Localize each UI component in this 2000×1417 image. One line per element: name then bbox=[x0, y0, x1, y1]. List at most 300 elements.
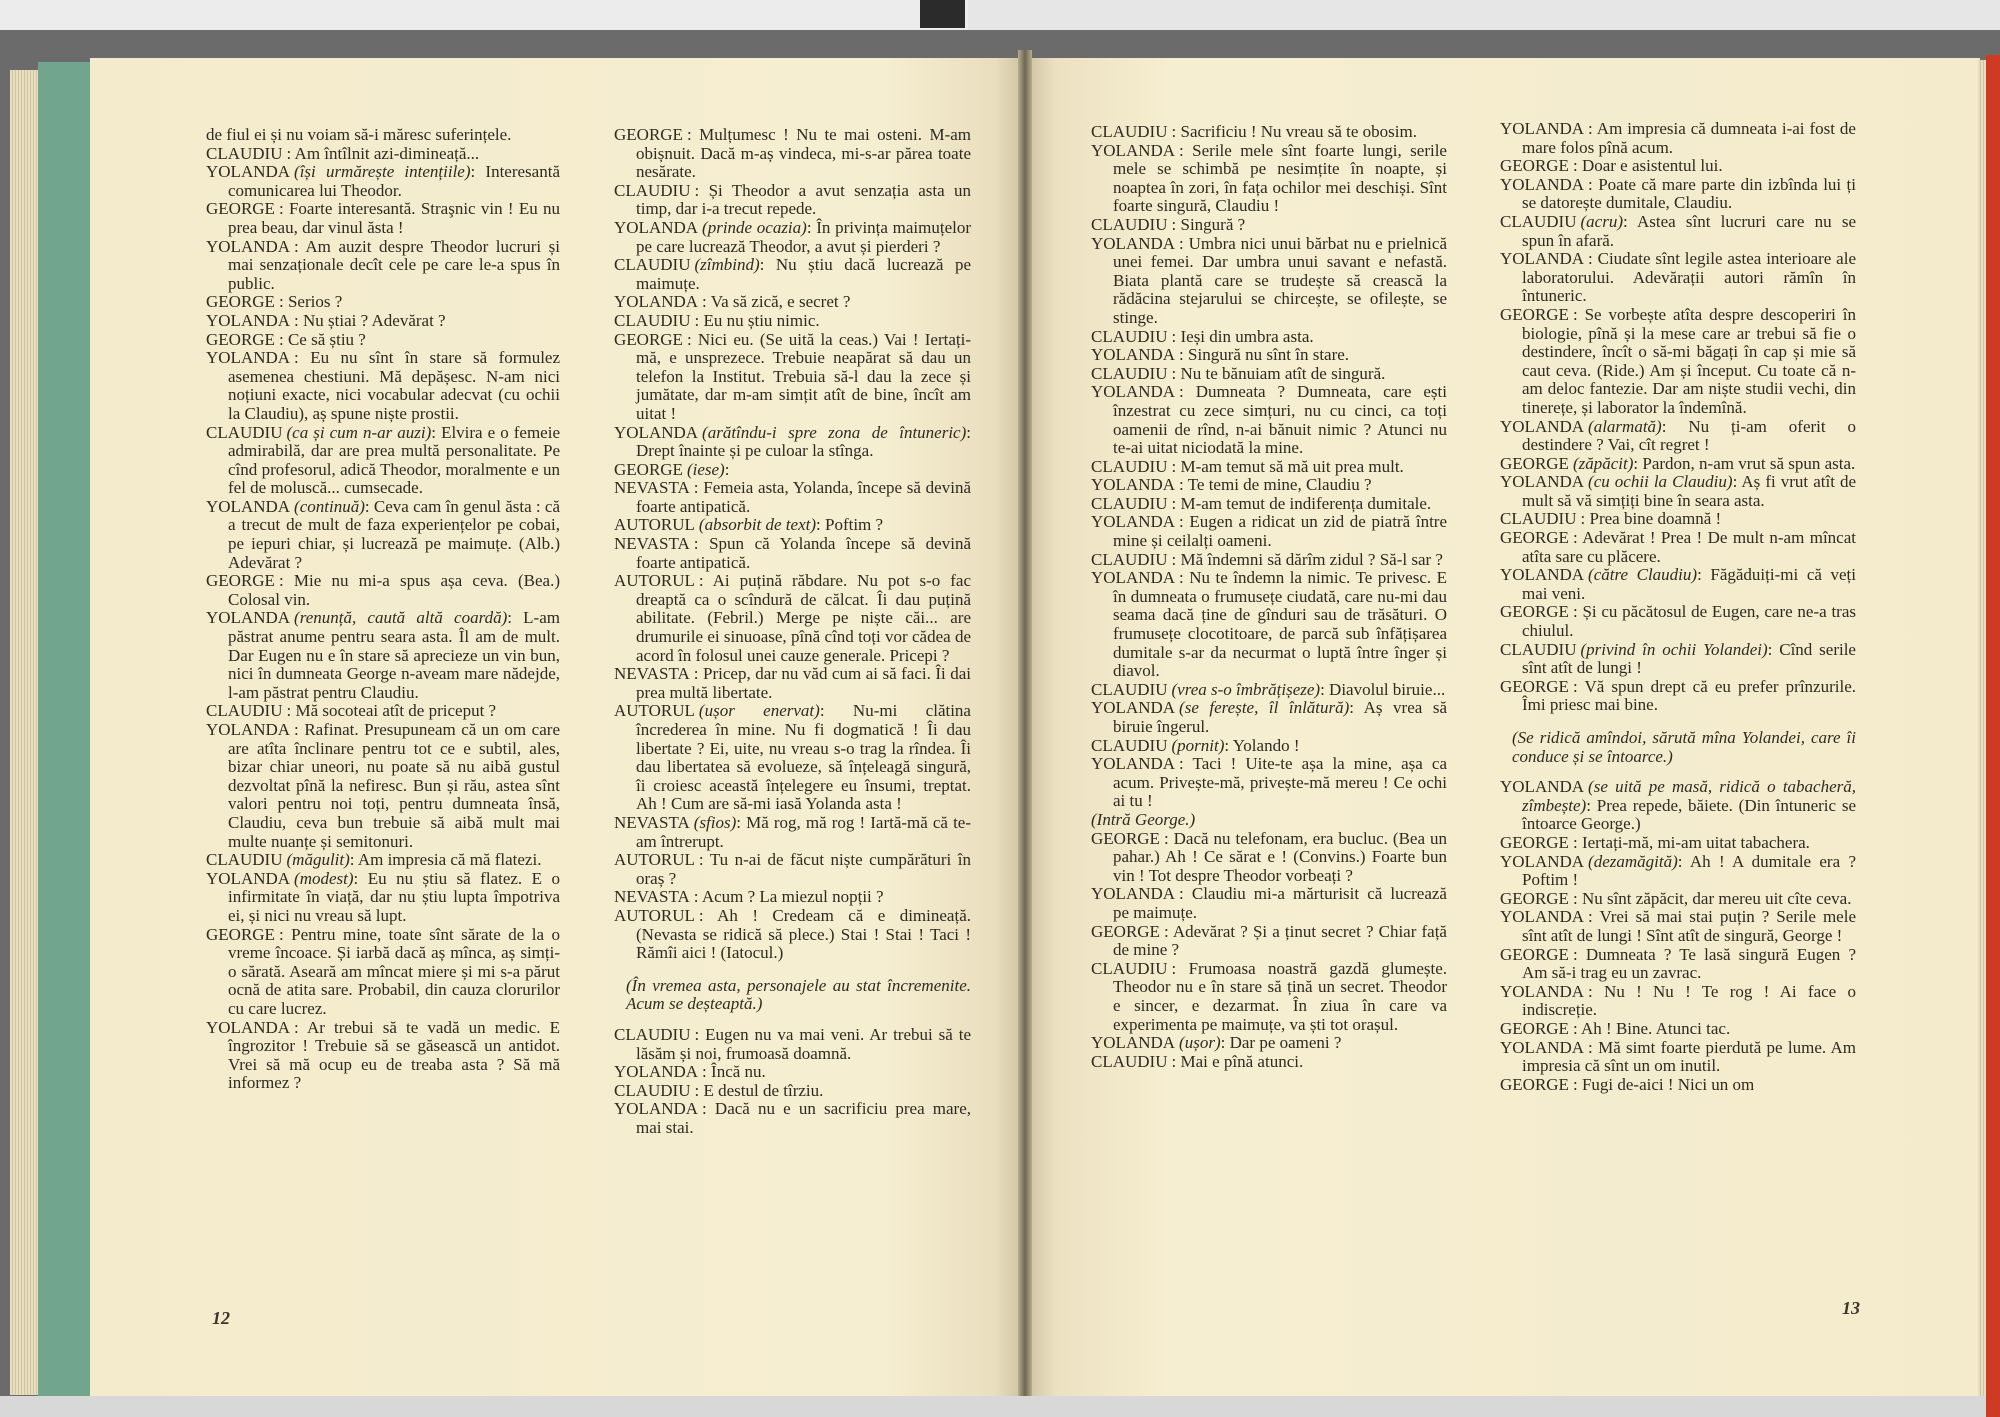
speaker-name: YOLANDA bbox=[1091, 140, 1176, 160]
dialogue-line: YOLANDA : Poate că mare parte din izbînda lui ți se datorește dumitale, Claudiu. bbox=[1500, 174, 1856, 213]
line-text: Poate că mare parte din izbînda lui ți se datorește dumitale, Claudiu. bbox=[1522, 174, 1856, 213]
line-text: Nu știai ? Adevărat ? bbox=[303, 310, 446, 330]
line-text: Eugen nu va mai veni. Ar trebui să te lăsăm și noi, frumoasă doamnă. bbox=[636, 1024, 971, 1063]
stage-direction: (În vremea asta, personajele au stat încremenite. Acum se deșteaptă.) bbox=[626, 975, 971, 1014]
line-text: Aș fi vrut atît de mult să vă simțiți bine în seara asta. bbox=[1522, 472, 1857, 510]
speaker-name: CLAUDIU bbox=[614, 255, 691, 275]
line-text: Eu nu știu să flatez. E o infirmitate în viață, dar nu știu lupta împotriva ei, și nici nu vreau să lupt. bbox=[228, 868, 560, 925]
line-text: Iertați-mă, mi-am uitat tabachera. bbox=[1581, 832, 1810, 852]
dialogue-line: CLAUDIU : Eugen nu va mai veni. Ar trebui să te lăsăm și noi, frumoasă doamnă. bbox=[614, 1024, 971, 1063]
speaker-name: YOLANDA bbox=[206, 162, 291, 182]
line-text: Nu ți-am oferit o destindere ? Vai, cît regret ! bbox=[1522, 416, 1856, 455]
line-text: L-am păstrat anume pentru seara asta. Îl am de mult. Dar Eugen nu e în stare să aprecieze un vin bun, nici în dumneata George n-aveam mare nădejde, l-am păstrat pentru Claudiu. bbox=[228, 608, 560, 702]
speaker-name: GEORGE bbox=[1091, 828, 1160, 848]
text-column-3 bbox=[1091, 123, 1447, 1071]
line-text: Ah ! Bine. Atunci tac. bbox=[1581, 1018, 1731, 1038]
speaker-name: YOLANDA bbox=[1091, 345, 1176, 365]
stage-direction-inline: (pornit) bbox=[1171, 735, 1225, 755]
dialogue-line: NEVASTA (sfios): Mă rog, mă rog ! Iartă-mă că te-am întrerupt. bbox=[614, 812, 972, 851]
speaker-name: CLAUDIU bbox=[1091, 456, 1168, 476]
dialogue-line: CLAUDIU : Sacrificiu ! Nu vreau să te obosim. bbox=[1091, 122, 1417, 141]
dialogue-line: CLAUDIU (ca și cum n-ar auzi): Elvira e o femeie admirabilă, dar are prea multă personalitate. Pe cînd profesorul, adică Theodor, moralmente e un fel de moluscă... cumsecade. bbox=[206, 422, 560, 498]
line-text: Serios ? bbox=[287, 292, 343, 312]
page-edges-left bbox=[10, 70, 40, 1395]
speaker-name: YOLANDA bbox=[206, 868, 291, 888]
line-text: Singură nu sînt în stare. bbox=[1188, 345, 1350, 365]
line-text: Dumneata ? Dumneata, care ești înzestrat cu zece simțuri, nu cu cinci, ca toți oamenii de rînd, n-ai bănuit nimic ? Atunci nu te-ai uitat niciodată la mine. bbox=[1113, 382, 1447, 458]
line-text: Și Theodor a avut senzația asta un timp, dar i-a trecut repede. bbox=[636, 180, 971, 219]
speaker-name: YOLANDA bbox=[1500, 1037, 1585, 1057]
speaker-name: GEORGE bbox=[614, 329, 683, 349]
dialogue-line: YOLANDA (dezamăgită): Ah ! A dumitale era ? Poftim ! bbox=[1500, 851, 1856, 890]
dialogue-line: YOLANDA : Taci ! Uite-te așa la mine, așa ca acum. Privește-mă, privește-mă mereu ! Ce ochi ai tu ! bbox=[1091, 754, 1447, 811]
speaker-name: AUTORUL bbox=[614, 571, 695, 591]
speaker-name: CLAUDIU bbox=[206, 422, 283, 442]
line-text: Femeia asta, Yolanda, începe să devină foarte antipatică. bbox=[636, 478, 971, 516]
speaker-name: GEORGE bbox=[1500, 944, 1569, 964]
dialogue-line: YOLANDA : Te temi de mine, Claudiu ? bbox=[1091, 475, 1372, 495]
line-text: Elvira e o femeie admirabilă, dar are prea multă personalitate. Pe cînd profesorul, adică Theodor, moralmente e un fel de moluscă... cumsecade. bbox=[228, 422, 560, 498]
speaker-name: CLAUDIU bbox=[1091, 958, 1168, 978]
line-text: Rafinat. Presupuneam că un om care are atîta înclinare pentru tot ce e subtil, ales, bizar chiar uneori, nu poate să nu aibă gustul dezvoltat pînă la nefiresc. Bun și rău, astea sînt valori pentru noi toți, pentru dumneata însă, Claudiu, ceva bun trebuie să aibă mult mai multe nuanțe și semitonuri. bbox=[228, 720, 560, 851]
line-text: M-am temut să mă uit prea mult. bbox=[1180, 456, 1404, 476]
stage-direction-inline: (ușor enervat) bbox=[698, 701, 820, 721]
text-column-1 bbox=[206, 126, 560, 1093]
stage-direction-inline: (modest) bbox=[294, 868, 354, 888]
line-text: Ceva cam în genul ăsta : că a trecut de mult de faza experiențelor pe cobai, pe iepuri chiar, și lucrează pe maimuțe. (Alb.) Adevărat ? bbox=[228, 496, 560, 572]
dialogue-line: GEORGE (zăpăcit): Pardon, n-am vrut să spun asta. bbox=[1500, 453, 1856, 473]
dialogue-line: GEORGE : Doar e asistentul lui. bbox=[1500, 156, 1723, 176]
dialogue-line: CLAUDIU (vrea s-o îmbrățișeze): Diavolul biruie... bbox=[1091, 679, 1446, 699]
speaker-name: YOLANDA bbox=[1500, 777, 1585, 797]
line-text: Fugi de-aici ! Nici un om bbox=[1581, 1074, 1755, 1094]
dialogue-line: CLAUDIU : Și Theodor a avut senzația asta un timp, dar i-a trecut repede. bbox=[614, 180, 971, 219]
stage-direction-inline: (zîmbind) bbox=[694, 255, 760, 275]
dialogue-line: YOLANDA (modest): Eu nu știu să flatez. E o infirmitate în viață, dar nu știu lupta împotriva ei, și nici nu vreau să lupt. bbox=[206, 868, 560, 925]
text-column-2 bbox=[614, 126, 971, 1137]
line-text: Vrei să mai stai puțin ? Serile mele sînt atît de lungi ! Sînt atît de singură, George ! bbox=[1522, 907, 1856, 945]
stage-direction-inline: (renunță, caută altă coardă) bbox=[294, 608, 508, 628]
line-text: Singură ? bbox=[1180, 214, 1246, 234]
speaker-name: CLAUDIU bbox=[614, 1024, 691, 1044]
dialogue-line: YOLANDA (alarmată): Nu ți-am oferit o destindere ? Vai, cît regret ! bbox=[1500, 416, 1856, 455]
dialogue-line: GEORGE : Foarte interesantă. Straşnic vin ! Eu nu prea beau, dar vinul ăsta ! bbox=[206, 199, 560, 237]
speaker-name: CLAUDIU bbox=[1091, 735, 1168, 755]
speaker-name: NEVASTA bbox=[614, 534, 690, 554]
dialogue-line: GEORGE : Ah ! Bine. Atunci tac. bbox=[1500, 1018, 1731, 1038]
speaker-name: YOLANDA bbox=[1500, 119, 1585, 138]
line-text: Dumneata ? Te lasă singură Eugen ? Am să-i trag eu un zavrac. bbox=[1522, 944, 1856, 983]
dialogue-line: AUTORUL (absorbit de text): Poftim ? bbox=[614, 515, 884, 535]
dialogue-line: GEORGE : Dumneata ? Te lasă singură Eugen ? Am să-i trag eu un zavrac. bbox=[1500, 944, 1856, 983]
line-text: Dacă nu e un sacrificiu prea mare, mai stai. bbox=[636, 1099, 971, 1137]
dialogue-line: GEORGE : Fugi de-aici ! Nici un om bbox=[1500, 1074, 1755, 1094]
stage-direction-inline: (ca și cum n-ar auzi) bbox=[286, 422, 432, 442]
stage-direction-inline: (acru) bbox=[1580, 211, 1623, 231]
speaker-name: CLAUDIU bbox=[1091, 122, 1168, 141]
background-top-right bbox=[968, 0, 2000, 30]
line-text: Făgăduiți-mi că veți mai veni. bbox=[1522, 565, 1856, 603]
speaker-name: YOLANDA bbox=[1091, 475, 1176, 495]
speaker-name: YOLANDA bbox=[206, 236, 291, 256]
line-text: Mie nu mi-a spus așa ceva. (Bea.) Colosal vin. bbox=[228, 571, 560, 609]
speaker-name: GEORGE bbox=[206, 329, 275, 349]
line-text: Vă spun drept că eu prefer prînzurile. Îmi priesc mai bine. bbox=[1522, 676, 1856, 715]
stage-direction-inline: (vrea s-o îmbrățișeze) bbox=[1171, 679, 1321, 699]
line-text: Diavolul biruie... bbox=[1329, 679, 1446, 699]
stage-direction-inline: (zăpăcit) bbox=[1572, 453, 1634, 473]
speaker-name: CLAUDIU bbox=[1091, 214, 1168, 234]
line-text: Doar e asistentul lui. bbox=[1581, 156, 1723, 176]
speaker-name: NEVASTA bbox=[614, 887, 690, 907]
stage-direction-inline: (se uită pe masă, ridică o tabacheră, zîmbește) bbox=[1522, 777, 1856, 815]
speaker-name: YOLANDA bbox=[1500, 907, 1585, 927]
dialogue-line: YOLANDA : Am auzit despre Theodor lucruri și mai senzaționale decît cele pe care le-a spus în public. bbox=[206, 236, 560, 293]
stage-direction-inline: (alarmată) bbox=[1588, 416, 1662, 436]
stage-direction-inline: (își urmărește intențiile) bbox=[294, 162, 471, 182]
line-text: Taci ! Uite-te așa la mine, așa ca acum. Privește-mă, privește-mă mereu ! Ce ochi ai tu ! bbox=[1113, 754, 1447, 811]
endpaper-green bbox=[38, 62, 93, 1396]
table-surface bbox=[0, 1396, 2000, 1417]
line-text: Nu sînt zăpăcit, dar mereu uit cîte ceva. bbox=[1581, 888, 1852, 908]
line-text: Prea bine doamnă ! bbox=[1589, 509, 1722, 529]
dialogue-line: GEORGE : Mulțumesc ! Nu te mai osteni. M-am obișnuit. Dacă m-aș vindeca, mi-s-ar părea toate nesărate. bbox=[614, 125, 971, 182]
speaker-name: GEORGE bbox=[1500, 528, 1569, 548]
dialogue-line: AUTORUL : Ah ! Credeam că e dimineață. (Nevasta se ridică să plece.) Stai ! Stai ! Taci ! Rămîi aici ! (Iatocul.) bbox=[614, 905, 971, 963]
speaker-name: YOLANDA bbox=[1500, 416, 1585, 436]
dialogue-line: YOLANDA (cu ochii la Claudiu): Aș fi vrut atît de mult să vă simțiți bine în seara asta. bbox=[1500, 472, 1857, 510]
speaker-name: NEVASTA bbox=[614, 478, 690, 498]
dialogue-line: YOLANDA : Am impresia că dumneata i-ai fost de mare folos pînă acum. bbox=[1500, 119, 1856, 157]
line-text: Eu nu știu nimic. bbox=[703, 310, 820, 330]
dialogue-line: GEORGE : Adevărat ! Prea ! De mult n-am mîncat atîta sare cu plăcere. bbox=[1500, 528, 1856, 566]
speaker-name: AUTORUL bbox=[614, 701, 695, 721]
dialogue-line: CLAUDIU : Am întîlnit azi-dimineață... bbox=[206, 143, 480, 163]
speaker-name: YOLANDA bbox=[1500, 565, 1585, 585]
page-number-right: 13 bbox=[1842, 1298, 1860, 1318]
dialogue-line: GEORGE : Pentru mine, toate sînt sărate de la o vreme încoace. Și iarbă dacă aș mînca, aș simți-o sărată. Aseară am mîncat miere și mi s-a părut ocnă de atita sare. Probabil, din cauza clorurilor cu care lucrez. bbox=[206, 924, 560, 1018]
speaker-name: AUTORUL bbox=[614, 905, 695, 925]
stage-direction-inline: (sfios) bbox=[693, 812, 737, 832]
bookmark-ribbon bbox=[1986, 55, 2000, 1417]
line-text: Yolando ! bbox=[1232, 735, 1300, 755]
stage-direction-inline: (cu ochii la Claudiu) bbox=[1588, 472, 1733, 492]
speaker-name: CLAUDIU bbox=[206, 701, 283, 721]
speaker-name: YOLANDA bbox=[1500, 851, 1585, 871]
dialogue-line: YOLANDA : Rafinat. Presupuneam că un om care are atîta înclinare pentru tot ce e subtil, ales, bizar chiar uneori, nu poate să nu aibă gustul dezvoltat pînă la nefiresc. Bun și rău, astea sînt valori pentru noi toți, pentru dumneata însă, Claudiu, ceva bun trebuie să aibă mult mai multe nuanțe și semitonuri. bbox=[206, 720, 560, 851]
line-text: Adevărat ? Și a ținut secret ? Chiar față de mine ? bbox=[1113, 921, 1447, 960]
dialogue-line: YOLANDA : Mă simt foarte pierdută pe lume. Am impresia că sînt un om inutil. bbox=[1500, 1037, 1856, 1076]
speaker-name: NEVASTA bbox=[614, 664, 690, 684]
line-text: Acum ? La miezul nopții ? bbox=[701, 887, 884, 907]
speaker-name: CLAUDIU bbox=[614, 310, 691, 330]
speaker-name: GEORGE bbox=[614, 125, 683, 144]
dialogue-line: YOLANDA : Eugen a ridicat un zid de piatră între mine și ceilalți oameni. bbox=[1091, 512, 1447, 551]
dialogue-line: YOLANDA (ușor): Dar pe oameni ? bbox=[1091, 1033, 1342, 1053]
speaker-name: GEORGE bbox=[1500, 156, 1569, 176]
line-text: Ce să știu ? bbox=[287, 329, 366, 349]
dialogue-line: YOLANDA (se uită pe masă, ridică o tabacheră, zîmbește): Prea repede, băiete. (Din întuneric se întoarce George.) bbox=[1500, 777, 1856, 834]
dialogue-line: GEORGE : Vă spun drept că eu prefer prînzurile. Îmi priesc mai bine. bbox=[1500, 676, 1856, 715]
speaker-name: GEORGE bbox=[206, 292, 275, 312]
speaker-name: YOLANDA bbox=[614, 292, 699, 312]
speaker-name: GEORGE bbox=[206, 571, 275, 591]
dialogue-line: YOLANDA (își urmărește intențiile): Interesantă comunicarea lui Theodor. bbox=[206, 162, 560, 200]
line-text: Ciudate sînt legile astea interioare ale laboratorului. Adevărații autori rămîn în întuneric. bbox=[1522, 249, 1856, 306]
dialogue-line: GEORGE : Nu sînt zăpăcit, dar mereu uit cîte ceva. bbox=[1500, 888, 1852, 908]
dialogue-line: GEORGE : Iertați-mă, mi-am uitat tabachera. bbox=[1500, 832, 1810, 852]
line-text: Drept înainte și pe culoar la stînga. bbox=[636, 441, 874, 461]
speaker-name: GEORGE bbox=[1500, 888, 1569, 908]
speaker-name: YOLANDA bbox=[1500, 981, 1585, 1001]
speaker-name: NEVASTA bbox=[614, 812, 690, 832]
line-text: Am întîlnit azi-dimineață... bbox=[294, 143, 480, 163]
speaker-name: GEORGE bbox=[1500, 1018, 1569, 1038]
line-text: Spun că Yolanda începe să devină foarte antipatică. bbox=[636, 534, 971, 572]
background-dark-card bbox=[920, 0, 965, 28]
speaker-name: YOLANDA bbox=[1500, 472, 1585, 492]
line-text: Umbra nici unui bărbat nu e prielnică unei femei. Dar umbra unui savant e nefastă. Biata plantă care se trudește să crească la rădăcina stejarului se chircește, se ofilește, se stinge. bbox=[1113, 233, 1447, 327]
stage-direction-inline: (arătîndu-i spre zona de întuneric) bbox=[702, 422, 967, 442]
speaker-name: YOLANDA bbox=[1091, 698, 1176, 718]
speaker-name: GEORGE bbox=[1500, 1074, 1569, 1094]
dialogue-line: AUTORUL (ușor enervat): Nu-mi clătina încrederea în mine. Nu fi dogmatică ! Îi dau libertate ? Ei, uite, nu vreau s-o trag la rîndea. Îi dau libertatea să evolueze, să înțeleagă singură, îi croiesc această înțelegere eu însumi, treptat. Ah ! Cum are să-mi iasă Yolanda asta ! bbox=[614, 701, 971, 814]
stage-direction-inline: (privind în ochii Yolandei) bbox=[1580, 639, 1768, 659]
line-text: Foarte interesantă. Straşnic vin ! Eu nu prea beau, dar vinul ăsta ! bbox=[228, 199, 560, 237]
line-text: Frumoasa noastră gazdă glumește. Theodor nu e în stare să țină un secret. Theodor e sincer, e dezarmat. În ziua în care va experimenta pe maimuțe, va ști tot orașul. bbox=[1113, 958, 1447, 1034]
speaker-name: GEORGE bbox=[614, 459, 683, 479]
line-text: Ah ! Credeam că e dimineață. (Nevasta se ridică să plece.) Stai ! Stai ! Taci ! Rămîi aici ! (Iatocul.) bbox=[636, 905, 971, 963]
speaker-name: YOLANDA bbox=[1500, 249, 1585, 269]
line-text: Tu n-ai de făcut niște cumpărături în oraș ? bbox=[636, 850, 971, 888]
speaker-name: CLAUDIU bbox=[206, 143, 283, 163]
stage-direction-inline: (se ferește, îl înlătură) bbox=[1179, 698, 1350, 718]
line-text: Nu te bănuiam atît de singură. bbox=[1180, 363, 1386, 383]
line-text: Claudiu mi-a mărturisit că lucrează pe maimuțe. bbox=[1113, 884, 1447, 922]
speaker-name: YOLANDA bbox=[206, 496, 291, 516]
speaker-name: YOLANDA bbox=[614, 422, 699, 442]
speaker-name: GEORGE bbox=[1500, 676, 1569, 696]
line-text: Am impresia că dumneata i-ai fost de mare folos pînă acum. bbox=[1522, 119, 1856, 157]
line-text: Mă socoteai atît de priceput ? bbox=[295, 701, 497, 721]
speaker-name: YOLANDA bbox=[614, 1062, 699, 1082]
line-text: Te temi de mine, Claudiu ? bbox=[1187, 475, 1372, 495]
dialogue-line: YOLANDA : Nu ! Nu ! Te rog ! Ai face o indiscreție. bbox=[1500, 981, 1856, 1020]
line-text: Astea sînt lucruri care nu se spun în afară. bbox=[1522, 211, 1856, 250]
stage-direction-inline: (continuă) bbox=[294, 496, 365, 516]
line-text: Pentru mine, toate sînt sărate de la o vreme încoace. Și iarbă dacă aș mînca, aș simți-o sărată. Aseară am mîncat miere și mi s-a părut ocnă de atita sare. Probabil, din cauza clorurilor cu care lucrez. bbox=[228, 924, 560, 1018]
speaker-name: CLAUDIU bbox=[1500, 211, 1577, 231]
line-text: Nu știu dacă lucrează pe maimuțe. bbox=[636, 255, 971, 293]
dialogue-line: YOLANDA : Va să zică, e secret ? bbox=[614, 292, 851, 312]
stage-direction-inline: (ușor) bbox=[1179, 1033, 1221, 1053]
dialogue-line: CLAUDIU : Eu nu știu nimic. bbox=[614, 310, 820, 330]
line-text: Am auzit despre Theodor lucruri și mai senzaționale decît cele pe care le-a spus în public. bbox=[228, 236, 560, 293]
speaker-name: YOLANDA bbox=[206, 720, 291, 739]
dialogue-line: CLAUDIU : M-am temut de indiferența dumitale. bbox=[1091, 493, 1432, 513]
speaker-name: CLAUDIU bbox=[1091, 326, 1168, 346]
speaker-name: YOLANDA bbox=[1500, 174, 1585, 194]
speaker-name: CLAUDIU bbox=[614, 180, 691, 200]
speaker-name: YOLANDA bbox=[1091, 382, 1176, 402]
speaker-name: YOLANDA bbox=[206, 310, 291, 330]
line-text: Mai e pînă atunci. bbox=[1180, 1051, 1304, 1071]
speaker-name: YOLANDA bbox=[1091, 754, 1176, 774]
line-text: Nu-mi clătina încrederea în mine. Nu fi dogmatică ! Îi dau libertate ? Ei, uite, nu vreau s-o trag la rîndea. Îi dau libertatea să evolueze, să înțeleagă singură, îi croiesc această înțelegere eu însumi, treptat. Ah ! Cum are să-mi iasă Yolanda asta ! bbox=[636, 701, 971, 814]
line-text: Încă nu. bbox=[711, 1062, 766, 1082]
stage-direction-inline: (măgulit) bbox=[286, 850, 350, 870]
speaker-name: YOLANDA bbox=[206, 1017, 291, 1037]
line-text: Adevărat ! Prea ! De mult n-am mîncat atîta sare cu plăcere. bbox=[1522, 528, 1856, 566]
dialogue-line: YOLANDA : Umbra nici unui bărbat nu e prielnică unei femei. Dar umbra unui savant e nefastă. Biata plantă care se trudește să crească la rădăcina stejarului se chircește, se ofilește, se stinge. bbox=[1091, 233, 1447, 327]
speaker-name: YOLANDA bbox=[206, 608, 291, 628]
line-text: Cînd serile sînt atît de lungi ! bbox=[1522, 639, 1856, 678]
page-number-left: 12 bbox=[212, 1308, 230, 1328]
speaker-name: CLAUDIU bbox=[1500, 509, 1577, 529]
dialogue-line: GEORGE : Ce să știu ? bbox=[206, 329, 366, 349]
dialogue-line: NEVASTA : Spun că Yolanda începe să devină foarte antipatică. bbox=[614, 534, 971, 572]
line-text: Prea repede, băiete. (Din întuneric se întoarce George.) bbox=[1522, 795, 1856, 834]
line-text: Sacrificiu ! Nu vreau să te obosim. bbox=[1180, 122, 1417, 141]
dialogue-line: NEVASTA : Acum ? La miezul nopții ? bbox=[614, 887, 884, 907]
speaker-name: YOLANDA bbox=[1091, 233, 1176, 253]
dialogue-line: CLAUDIU : Nu te bănuiam atît de singură. bbox=[1091, 363, 1386, 383]
dialogue-line: YOLANDA : Nu știai ? Adevărat ? bbox=[206, 310, 446, 330]
line-text: Mă îndemni să dărîm zidul ? Să-l sar ? bbox=[1180, 549, 1443, 569]
dialogue-line: CLAUDIU : Singură ? bbox=[1091, 214, 1246, 234]
dialogue-line: YOLANDA (renunță, caută altă coardă): L-am păstrat anume pentru seara asta. Îl am de mult. Dar Eugen nu e în stare să aprecieze un vin bun, nici în dumneata George n-aveam mare nădejde, l-am păstrat pentru Claudiu. bbox=[206, 608, 560, 702]
dialogue-line: GEORGE : Nici eu. (Se uită la ceas.) Vai ! Iertați-mă, e unsprezece. Trebuie neapărat să dau un telefon la Institut. Trebuia să-l dau la zece și jumătate, dar m-am simțit atît de bine, încît am uitat ! bbox=[614, 329, 971, 423]
dialogue-line: CLAUDIU : Mă îndemni să dărîm zidul ? Să-l sar ? bbox=[1091, 549, 1443, 569]
speaker-name: YOLANDA bbox=[614, 217, 699, 237]
speaker-name: GEORGE bbox=[1500, 602, 1569, 622]
dialogue-line: CLAUDIU : E destul de tîrziu. bbox=[614, 1080, 824, 1100]
speaker-name: CLAUDIU bbox=[206, 850, 283, 870]
line-text: Eugen a ridicat un zid de piatră între mine și ceilalți oameni. bbox=[1113, 512, 1447, 551]
line-text: Nici eu. (Se uită la ceas.) Vai ! Iertați-mă, e unsprezece. Trebuie neapărat să dau un telefon la Institut. Trebuia să-l dau la zece și jumătate, dar m-am simțit atît de bine, încît am uitat ! bbox=[636, 329, 971, 423]
dialogue-line: YOLANDA (arătîndu-i spre zona de întuneric): Drept înainte și pe culoar la stînga. bbox=[614, 422, 971, 461]
stage-direction-inline: (prinde ocazia) bbox=[702, 217, 807, 237]
line-text: Ai puțină răbdare. Nu pot s-o fac dreaptă ca o scîndură de călcat. Îi dau puțină abilitate. (Febril.) Merge pe niște căi... are drumurile ei sinuoase, pînă cînd toți vor cădea de acord în folosul unei cauze generale. Pricepi ? bbox=[636, 571, 971, 665]
stage-direction-inline: (către Claudiu) bbox=[1588, 565, 1698, 585]
dialogue-line: CLAUDIU : M-am temut să mă uit prea mult. bbox=[1091, 456, 1404, 476]
dialogue-line: CLAUDIU (acru): Astea sînt lucruri care nu se spun în afară. bbox=[1500, 211, 1856, 250]
dialogue-line: CLAUDIU (privind în ochii Yolandei): Cînd serile sînt atît de lungi ! bbox=[1500, 639, 1856, 678]
dialogue-line: NEVASTA : Pricep, dar nu văd cum ai să faci. Îi dai prea multă libertate. bbox=[614, 664, 971, 702]
line-text: În privința maimuțelor pe care lucrează Theodor, a avut și pierderi ? bbox=[636, 217, 971, 256]
dialogue-line: YOLANDA : Nu te îndemn la nimic. Te privesc. E în dumneata o frumusețe ciudată, care nu-mi dau seama dacă ține de gînduri sau de trăsături. O frumusețe clocotitoare, de parcă sub înfățișarea dumitale s-ar da necurmat o luptă între înger și diavol. bbox=[1091, 568, 1447, 681]
speaker-name: YOLANDA bbox=[1091, 568, 1176, 588]
line-text: Nu te îndemn la nimic. Te privesc. E în dumneata o frumusețe ciudată, care nu-mi dau seama dacă ține de gînduri sau de trăsături. O frumusețe clocotitoare, de parcă sub înfățișarea dumitale s-ar da necurmat o luptă între înger și diavol. bbox=[1113, 568, 1447, 681]
stage-direction-inline: (iese) bbox=[686, 459, 725, 479]
line-text: Am impresia că mă flatezi. bbox=[357, 850, 542, 870]
speaker-name: YOLANDA bbox=[206, 348, 291, 368]
dialogue-line: CLAUDIU (pornit): Yolando ! bbox=[1091, 735, 1300, 755]
speaker-name: GEORGE bbox=[206, 924, 275, 944]
dialogue-line: YOLANDA : Singură nu sînt în stare. bbox=[1091, 345, 1350, 365]
line-text: Va să zică, e secret ? bbox=[710, 292, 851, 312]
line-text: Ah ! A dumitale era ? Poftim ! bbox=[1522, 851, 1856, 890]
dialogue-line: GEORGE : Se vorbește atîta despre descoperiri în biologie, pînă și la mese care ar trebui să fie o destindere, încît o să-mi băgați în cap și mie să caut ceva. (Ride.) Am și început. Cu toate că n-am deloc fantezie. Dar am niște studii vechi, din tinerețe, și laborator la îndemînă. bbox=[1500, 304, 1856, 417]
speaker-name: CLAUDIU bbox=[1091, 679, 1168, 699]
dialogue-line: YOLANDA (se ferește, îl înlătură): Aș vrea să biruie îngerul. bbox=[1091, 698, 1447, 736]
line-text: Nu ! Nu ! Te rog ! Ai face o indiscreție. bbox=[1522, 981, 1856, 1020]
speaker-name: CLAUDIU bbox=[1091, 493, 1168, 513]
speaker-name: CLAUDIU bbox=[614, 1080, 691, 1100]
speaker-name: YOLANDA bbox=[1091, 1033, 1176, 1053]
line-text: Mă simt foarte pierdută pe lume. Am impresia că sînt un om inutil. bbox=[1522, 1037, 1856, 1076]
dialogue-line: YOLANDA : Ar trebui să te vadă un medic. E îngrozitor ! Trebuie să se găsească un antidot. Vrei să mă ocup eu de treaba asta ? Să mă informez ? bbox=[206, 1017, 560, 1093]
speaker-name: CLAUDIU bbox=[1091, 1051, 1168, 1071]
dialogue-line: GEORGE : Mie nu mi-a spus așa ceva. (Bea.) Colosal vin. bbox=[206, 571, 560, 609]
stage-direction: (Intră George.) bbox=[1091, 809, 1196, 829]
dialogue-line: YOLANDA : Încă nu. bbox=[614, 1062, 766, 1082]
dialogue-line: YOLANDA (prinde ocazia): În privința maimuțelor pe care lucrează Theodor, a avut și pierderi ? bbox=[614, 217, 971, 256]
speaker-name: CLAUDIU bbox=[1091, 363, 1168, 383]
speaker-name: GEORGE bbox=[1500, 453, 1569, 473]
stage-direction-inline: (dezamăgită) bbox=[1588, 851, 1678, 871]
line-text: Eu nu sînt în stare să formulez asemenea chestiuni. Mă depășesc. N-am nici noțiuni exacte, nici vocabular adecvat (cu ochii la Claudiu), aș spune niște prostii. bbox=[228, 348, 561, 423]
text-column-4 bbox=[1500, 120, 1856, 1094]
line-text: E destul de tîrziu. bbox=[703, 1080, 824, 1100]
line-text: Mulțumesc ! Nu te mai osteni. M-am obișnuit. Dacă m-aș vindeca, mi-s-ar părea toate nesărate. bbox=[636, 125, 971, 182]
dialogue-line: YOLANDA : Dacă nu e un sacrificiu prea mare, mai stai. bbox=[614, 1099, 971, 1137]
speaker-name: CLAUDIU bbox=[1091, 549, 1168, 569]
line-text: Dar pe oameni ? bbox=[1229, 1033, 1342, 1053]
line-text: Mă rog, mă rog ! Iartă-mă că te-am întrerupt. bbox=[636, 812, 972, 851]
dialogue-line: YOLANDA : Claudiu mi-a mărturisit că lucrează pe maimuțe. bbox=[1091, 884, 1447, 922]
dialogue-line: YOLANDA : Vrei să mai stai puțin ? Serile mele sînt atît de lungi ! Sînt atît de singură, George ! bbox=[1500, 907, 1856, 945]
dialogue-line: CLAUDIU : Ieși din umbra asta. bbox=[1091, 326, 1314, 346]
speaker-name: YOLANDA bbox=[1091, 512, 1176, 532]
dialogue-line bbox=[206, 126, 560, 145]
speaker-name: GEORGE bbox=[1500, 304, 1569, 324]
dialogue-line: YOLANDA : Serile mele sînt foarte lungi, serile mele se schimbă pe nesimțite în noapte, și noaptea în zori, în fața ochilor mei deschiși. Sînt foarte singură, Claudiu ! bbox=[1091, 140, 1447, 216]
dialogue-line: GEORGE (iese): bbox=[614, 459, 730, 479]
dialogue-line: CLAUDIU : Mai e pînă atunci. bbox=[1091, 1051, 1304, 1071]
line-text: M-am temut de indiferența dumitale. bbox=[1180, 493, 1432, 513]
dialogue-line: YOLANDA (continuă): Ceva cam în genul ăsta : că a trecut de mult de faza experiențelor pe cobai, pe iepuri chiar, și lucrează pe maimuțe. (Alb.) Adevărat ? bbox=[206, 496, 560, 572]
speaker-name: GEORGE bbox=[1500, 832, 1569, 852]
line-text: Și cu păcătosul de Eugen, care ne-a tras chiulul. bbox=[1522, 602, 1856, 641]
line-text: Pricep, dar nu văd cum ai să faci. Îi dai prea multă libertate. bbox=[636, 664, 971, 702]
dialogue-line: CLAUDIU (măgulit): Am impresia că mă flatezi. bbox=[206, 850, 542, 870]
stage-direction: (Se ridică amîndoi, sărută mîna Yolandei, care îi conduce și se întoarce.) bbox=[1512, 728, 1856, 766]
dialogue-line: AUTORUL : Ai puțină răbdare. Nu pot s-o fac dreaptă ca o scîndură de călcat. Îi dau puțină abilitate. (Febril.) Merge pe niște căi... are drumurile ei sinuoase, pînă cînd toți vor cădea de acord în folosul unei cauze generale. Pricepi ? bbox=[614, 571, 971, 665]
line-text: Ar trebui să te vadă un medic. E îngrozitor ! Trebuie să se găsească un antidot. Vrei să mă ocup eu de treaba asta ? Să mă informez ? bbox=[228, 1017, 560, 1093]
speaker-name: YOLANDA bbox=[1091, 884, 1176, 904]
dialogue-line: YOLANDA : Ciudate sînt legile astea interioare ale laboratorului. Adevărații autori rămîn în întuneric. bbox=[1500, 249, 1856, 306]
dialogue-line: YOLANDA : Dumneata ? Dumneata, care ești înzestrat cu zece simțuri, nu cu cinci, ca toți oamenii de rînd, n-ai bănuit nimic ? Atunci nu te-ai uitat niciodată la mine. bbox=[1091, 382, 1447, 458]
dialogue-line: CLAUDIU : Frumoasa noastră gazdă glumește. Theodor nu e în stare să țină un secret. Theodor e sincer, e dezarmat. În ziua în care va experimenta pe maimuțe, va ști tot orașul. bbox=[1091, 958, 1447, 1034]
dialogue-line: GEORGE : Adevărat ? Și a ținut secret ? Chiar față de mine ? bbox=[1091, 921, 1447, 960]
line-text: Poftim ? bbox=[825, 515, 884, 535]
dialogue-line: CLAUDIU : Mă socoteai atît de priceput ? bbox=[206, 701, 497, 721]
line-text: Interesantă comunicarea lui Theodor. bbox=[228, 162, 560, 200]
line-text: Aș vrea să biruie îngerul. bbox=[1113, 698, 1447, 736]
speaker-name: AUTORUL bbox=[614, 850, 695, 870]
speaker-name: GEORGE bbox=[1091, 921, 1160, 941]
speaker-name: GEORGE bbox=[206, 199, 275, 219]
line-text: de fiul ei și nu voiam să-i măresc suferințele. bbox=[206, 125, 512, 144]
dialogue-line: GEORGE : Și cu păcătosul de Eugen, care ne-a tras chiulul. bbox=[1500, 602, 1856, 641]
stage-direction-inline: (absorbit de text) bbox=[698, 515, 817, 535]
book-gutter bbox=[1018, 50, 1032, 1396]
speaker-name: YOLANDA bbox=[614, 1099, 699, 1119]
dialogue-line: GEORGE : Dacă nu telefonam, era bucluc. (Bea un pahar.) Ah ! Ce sărat e ! (Convins.) Foarte bun vin ! Tot despre Theodor vorbeați ? bbox=[1091, 828, 1447, 885]
dialogue-line: GEORGE : Serios ? bbox=[206, 292, 343, 312]
dialogue-line: YOLANDA : Eu nu sînt în stare să formulez asemenea chestiuni. Mă depășesc. N-am nici noțiuni exacte, nici vocabular adecvat (cu ochii la Claudiu), aș spune niște prostii. bbox=[206, 348, 561, 423]
